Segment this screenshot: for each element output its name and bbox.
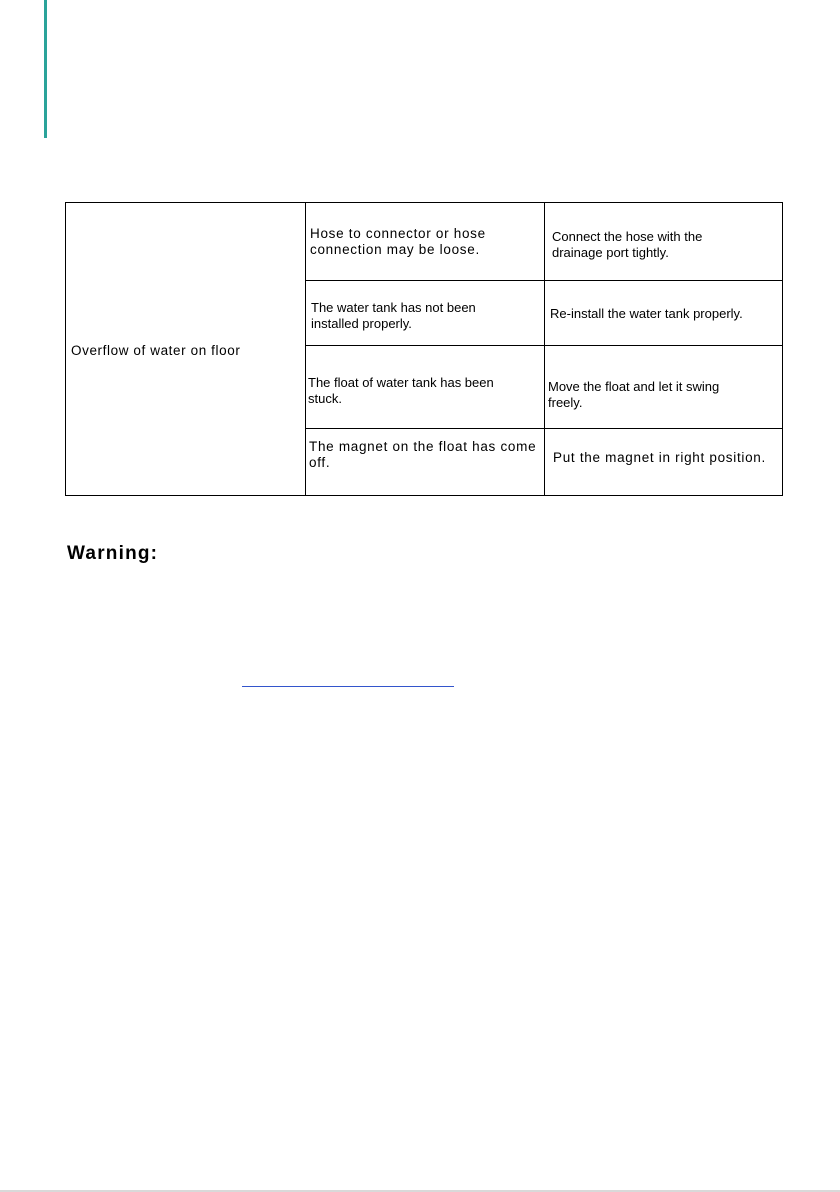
row-divider — [305, 428, 782, 429]
troubleshooting-table — [65, 202, 783, 496]
cause-cell: The water tank has not been installed properly. — [311, 300, 476, 331]
solution-cell: Put the magnet in right position. — [553, 450, 766, 465]
warning-heading: Warning: — [67, 543, 159, 564]
solution-cell: Connect the hose with the drainage port tightly. — [552, 229, 703, 260]
cause-cell: The float of water tank has been stuck. — [308, 375, 494, 406]
hyperlink-underline[interactable] — [242, 686, 454, 687]
solution-cell: Re-install the water tank properly. — [550, 306, 743, 321]
column-divider — [544, 203, 545, 495]
cause-cell: Hose to connector or hose connection may be loose. — [310, 226, 486, 257]
accent-bar — [44, 0, 47, 138]
problem-cell — [66, 203, 306, 495]
solution-cell: Move the float and let it swing freely. — [548, 379, 720, 410]
row-divider — [305, 345, 782, 346]
cause-cell: The magnet on the float has come off. — [309, 439, 537, 470]
row-divider — [305, 280, 782, 281]
problem-text: Overflow of water on floor — [71, 343, 241, 358]
